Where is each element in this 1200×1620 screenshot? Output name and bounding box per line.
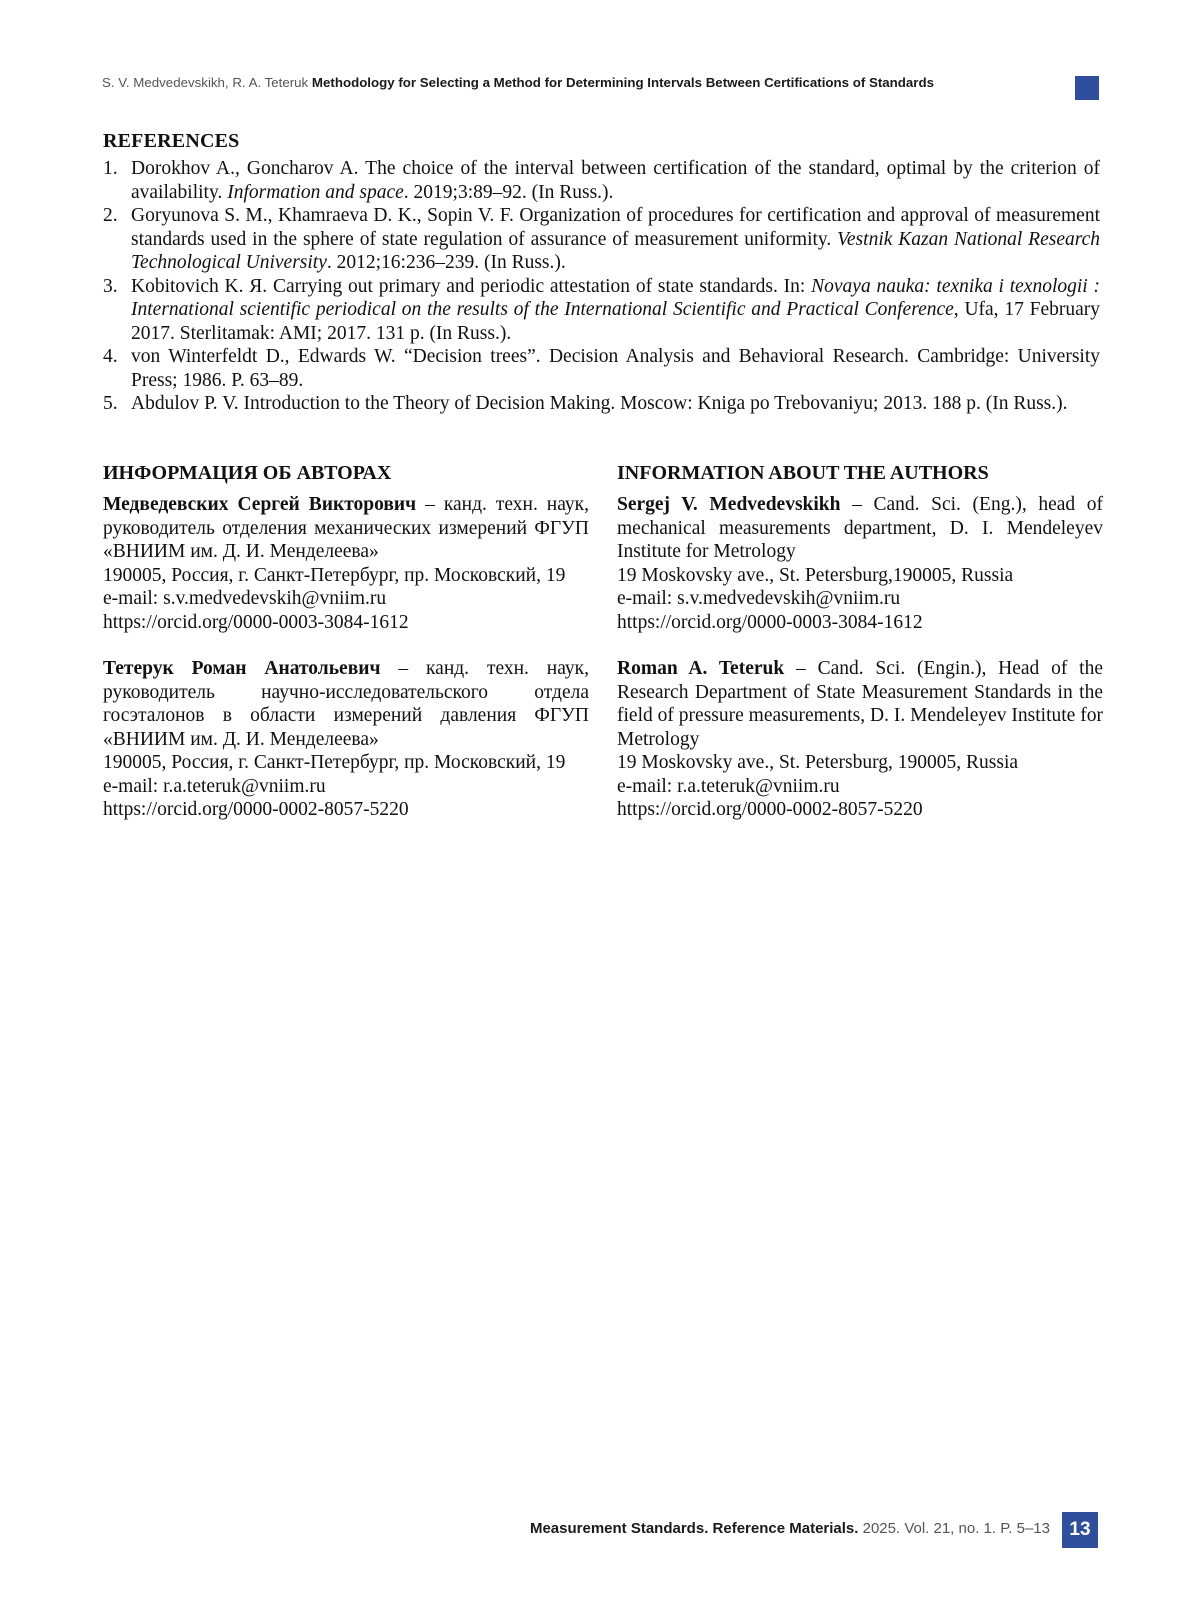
running-footer — [440, 1520, 1050, 1537]
author-card — [617, 493, 1103, 634]
author-name: Sergej V. Medvedevskikh — [617, 494, 841, 515]
author-email: e-mail: r.a.teteruk@vniim.ru — [103, 775, 326, 797]
reference-number: 1. — [103, 158, 118, 179]
author-position: – канд. техн. наук, руководитель отделения механических измерений ФГУП «ВНИИМ им. Д. И. Менделеева» — [103, 494, 589, 562]
author-address: 19 Moskovsky ave., St. Petersburg,190005, Russia — [617, 564, 1014, 586]
reference-number: 5. — [103, 393, 118, 414]
reference-item — [103, 392, 1100, 416]
authors-en-column — [617, 462, 1103, 845]
page-number: 13 — [1062, 1512, 1098, 1548]
author-email: e-mail: s.v.medvedevskih@vniim.ru — [103, 588, 387, 609]
author-card — [617, 657, 1103, 822]
references-heading: REFERENCES — [103, 130, 240, 152]
reference-text-tail: , Ufa, 17 February 2017. Sterlitamak: AMI; 2017. 131 p. (In Russ.). — [131, 299, 1100, 344]
author-position: – Cand. Sci. (Engin.), Head of the Research Department of State Measurement Standards in the field of pressure measurements, D. I. Mendeleyev Institute for Metrology — [617, 658, 1103, 750]
footer-citation: 2025. Vol. 21, no. 1. P. 5–13 — [862, 1520, 1050, 1537]
header-accent-square — [1075, 76, 1099, 100]
author-address: 190005, Россия, г. Санкт-Петербург, пр. Московский, 19 — [103, 564, 566, 586]
author-address: 190005, Россия, г. Санкт-Петербург, пр. Московский, 19 — [103, 752, 566, 773]
reference-text: Abdulov P. V. Introduction to the Theory of Decision Making. Moscow: Kniga po Trebovaniyu; 2013. 188 p. (In Russ.). — [131, 393, 1068, 414]
author-name: Медведевских Сергей Викторович — [103, 494, 417, 515]
reference-text: Kobitovich K. Я. Carrying out primary and periodic attestation of state standards. In: — [131, 275, 812, 297]
reference-number: 2. — [103, 205, 118, 226]
author-description — [103, 657, 589, 751]
authors-en-heading: INFORMATION ABOUT THE AUTHORS — [617, 462, 989, 484]
reference-text: Goryunova S. M., Khamraeva D. K., Sopin V. F. Organization of procedures for certification and approval of measurement standards used in the sphere of state regulation of assurance of measurement uniformity. — [131, 205, 1100, 250]
reference-text: Dorokhov A., Goncharov A. The choice of the interval between certification of the standard, optimal by the criterion of availability. — [131, 158, 1100, 203]
references-list — [103, 157, 1100, 416]
reference-source: Vestnik Kazan National Research Technological University — [131, 228, 1100, 273]
author-name: Тетерук Роман Анатольевич — [103, 658, 381, 679]
author-description — [617, 493, 1103, 564]
author-orcid: https://orcid.org/0000-0002-8057-5220 — [617, 799, 923, 820]
author-card — [103, 657, 589, 822]
reference-item — [103, 204, 1100, 275]
references-section — [103, 130, 1100, 416]
header-authors: S. V. Medvedevskikh, R. A. Teteruk — [102, 75, 309, 90]
reference-item — [103, 157, 1100, 204]
author-orcid: https://orcid.org/0000-0002-8057-5220 — [103, 799, 409, 820]
reference-source: Information and space — [227, 181, 404, 203]
author-description — [103, 493, 589, 564]
author-description — [617, 657, 1103, 751]
header-title: Methodology for Selecting a Method for Determining Intervals Between Certifications of Standards — [311, 75, 934, 90]
reference-text-tail: . 2012;16:236–239. (In Russ.). — [326, 252, 566, 273]
reference-item — [103, 345, 1100, 392]
reference-item — [103, 275, 1100, 346]
reference-source: Novaya nauka: texnika i texnologii : International scientific periodical on the results of the International Scientific and Practical Conference — [131, 275, 1100, 320]
author-position: – канд. техн. наук, руководитель научно-исследовательского отдела госэталонов в области измерений давления ФГУП «ВНИИМ им. Д. И. Менделеева» — [103, 658, 590, 750]
author-name: Roman A. Teteruk — [617, 658, 785, 679]
reference-text-tail: . 2019;3:89–92. (In Russ.). — [403, 181, 614, 203]
reference-number: 4. — [103, 346, 118, 367]
reference-text: von Winterfeldt D., Edwards W. “Decision trees”. Decision Analysis and Behavioral Research. Cambridge: University Press; 1986. P. 63–89. — [131, 346, 1100, 391]
running-header — [102, 75, 1100, 101]
author-email: e-mail: s.v.medvedevskih@vniim.ru — [617, 588, 901, 609]
author-orcid: https://orcid.org/0000-0003-3084-1612 — [103, 611, 409, 633]
author-card — [103, 493, 589, 634]
author-email: e-mail: r.a.teteruk@vniim.ru — [617, 775, 840, 797]
author-orcid: https://orcid.org/0000-0003-3084-1612 — [617, 611, 923, 633]
reference-number: 3. — [103, 275, 118, 297]
footer-journal: Measurement Standards. Reference Materials. — [529, 1520, 859, 1537]
author-address: 19 Moskovsky ave., St. Petersburg, 190005, Russia — [617, 752, 1019, 773]
authors-ru-heading: ИНФОРМАЦИЯ ОБ АВТОРАХ — [103, 462, 392, 484]
author-position: – Cand. Sci. (Eng.), head of mechanical measurements department, D. I. Mendeleyev Institute for Metrology — [617, 494, 1103, 562]
authors-ru-column — [103, 462, 589, 845]
